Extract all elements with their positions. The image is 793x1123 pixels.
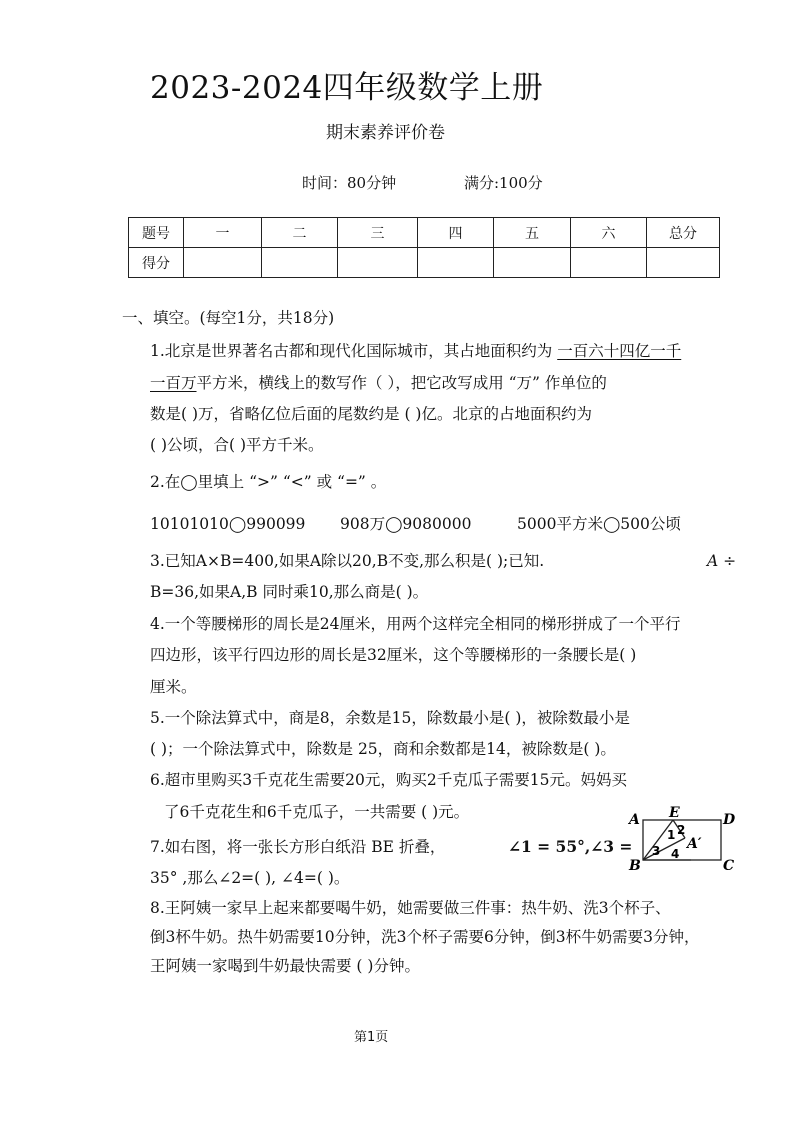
question-3-line-1: 3.已知A×B=400,如果A除以20,B不变,那么积是( );已知.: [150, 552, 545, 570]
question-4-line-3: 厘米。: [150, 678, 197, 696]
score-input-cell: [338, 248, 418, 278]
question-5-line-2: ( )；一个除法算式中，除数是 25，商和余数都是14，被除数是( )。: [150, 740, 616, 758]
question-2-compare-1: 10101010◯990099: [150, 515, 306, 533]
angle-label-3: 3: [652, 844, 661, 858]
score-input-cell: [418, 248, 494, 278]
score-table-cell: 总分: [647, 218, 720, 248]
angle-label-1: 1: [667, 828, 676, 842]
question-7-math: ∠1 = 55°,∠3 =: [508, 837, 633, 856]
question-8-line-3: 王阿姨一家喝到牛奶最快需要 ( )分钟。: [150, 957, 420, 975]
question-3-math: A ÷: [707, 552, 737, 570]
question-3-line-2: B=36,如果A,B 同时乘10,那么商是( )。: [150, 583, 429, 601]
label-c: C: [723, 858, 735, 874]
underlined-number-words: 一百万: [150, 374, 197, 392]
score-input-cell: [494, 248, 571, 278]
question-1-line-1: 1.北京是世界著名古都和现代化国际城市，其占地面积约为 一百六十四亿一千: [150, 342, 682, 360]
question-5-line-1: 5.一个除法算式中，商是8，余数是15，除数最小是( )，被除数最小是: [150, 709, 630, 727]
score-table-cell: 二: [262, 218, 338, 248]
score-table: [128, 217, 720, 278]
question-2-line-1: 2.在◯里填上 “>” “<” 或 “=” 。: [150, 473, 387, 491]
label-a-prime: A′: [687, 836, 702, 852]
score-table-cell: 四: [418, 218, 494, 248]
label-d: D: [723, 812, 736, 828]
label-e: E: [669, 806, 680, 821]
underlined-number-words: 一百六十四亿一千: [557, 342, 682, 360]
question-4-line-2: 四边形，该平行四边形的周长是32厘米，这个等腰梯形的一条腰长是( ): [150, 646, 637, 664]
score-input-cell: [571, 248, 647, 278]
page-subtitle: 期末素养评价卷: [326, 123, 445, 143]
question-7-line-1: 7.如右图，将一张长方形白纸沿 BE 折叠，: [150, 838, 446, 856]
question-4-line-1: 4.一个等腰梯形的周长是24厘米，用两个这样完全相同的梯形拼成了一个平行: [150, 615, 681, 633]
question-8-line-1: 8.王阿姨一家早上起来都要喝牛奶，她需要做三件事：热牛奶、洗3个杯子、: [150, 899, 671, 917]
score-input-cell: [647, 248, 720, 278]
score-table-cell: 题号: [129, 218, 184, 248]
full-score: 满分:100分: [464, 174, 543, 192]
question-1-line-4: ( )公顷，合( )平方千米。: [150, 436, 324, 454]
score-table-header-row: [129, 218, 720, 248]
question-6-line-1: 6.超市里购买3千克花生需要20元，购买2千克瓜子需要15元。妈妈买: [150, 771, 627, 789]
page-title: 2023-2024四年级数学上册: [150, 70, 544, 106]
score-input-cell: [262, 248, 338, 278]
question-1-line-3: 数是( )万，省略亿位后面的尾数约是 ( )亿。北京的占地面积约为: [150, 405, 592, 423]
question-8-line-2: 倒3杯牛奶。热牛奶需要10分钟，洗3个杯子需要6分钟，倒3杯牛奶需要3分钟，: [150, 928, 700, 946]
score-table-score-row: [129, 248, 720, 278]
score-table-cell: 一: [184, 218, 262, 248]
angle-label-2: 2: [677, 823, 686, 837]
score-table-cell: 得分: [129, 248, 184, 278]
score-table-cell: 三: [338, 218, 418, 248]
label-a: A: [629, 812, 640, 828]
question-2-compare-2: 908万◯9080000: [340, 515, 472, 533]
question-1-line-2: 一百万平方米，横线上的数写作（ ），把它改写成用 “万” 作单位的: [150, 374, 607, 392]
page-number: 第1页: [354, 1030, 389, 1045]
label-b: B: [629, 858, 641, 874]
question-7-line-2: 35° ,那么∠2=( ), ∠4=( )。: [150, 869, 350, 887]
score-input-cell: [184, 248, 262, 278]
section-heading: 一、填空。(每空1分，共18分): [122, 309, 335, 327]
score-table-cell: 六: [571, 218, 647, 248]
folded-rectangle-figure: [625, 806, 743, 874]
exam-time: 时间：80分钟: [302, 174, 397, 192]
question-6-line-2: 了6千克花生和6千克瓜子，一共需要 ( )元。: [164, 803, 470, 821]
question-2-compare-3: 5000平方米◯500公顷: [517, 515, 681, 533]
angle-label-4: 4: [671, 847, 680, 861]
score-table-cell: 五: [494, 218, 571, 248]
